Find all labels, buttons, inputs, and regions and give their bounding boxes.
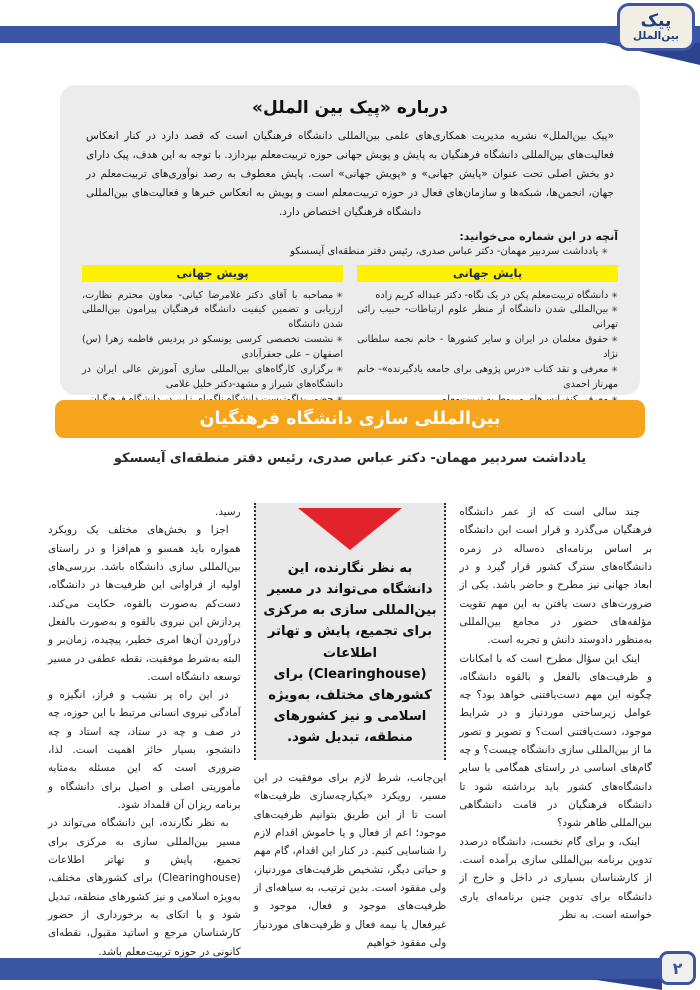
toc-item-text: حقوق معلمان در ایران و سایر کشورها - خانم نجمه سلطانی نژاد (357, 334, 618, 360)
paragraph: اجزا و بخش‌های مختلف یک رویکرد همواره باید همسو و هم‌افزا و در راستای بین‌المللی سازی دانشگاه باشد. بررسی‌های اولیه از فراوانی این ظرفیت‌ها در دانشگاه، دست‌کم به‌صورت بالقوه، حکایت می‌کند. پردازش این نیروی بالقوه و به‌صورت بالفعل درآوردن آن‌ها امری خطیر، پیچیده، زمان‌بر و البته به‌شرط موفقیت، نقطه عطفی در مسیر توسعه دانشگاه است. (47, 524, 241, 683)
toc-item-text: برگزاری کارگاه‌های بین‌المللی سازی آموزش عالی ایران در دانشگاه‌های شیراز و مشهد-دکتر خلیل غلامی (82, 363, 343, 390)
toc-item (357, 289, 618, 304)
toc-item-text: بین‌المللی شدن دانشگاه از منظر علوم ارتباطات- حبیب رائی تهرانی (357, 304, 618, 331)
section-header-pouyesh-jahani: پویش جهانی (82, 265, 343, 282)
asterisk-bullet-icon: ✳ (611, 335, 618, 345)
toc-columns (82, 265, 618, 408)
toc-item-text: دانشگاه تربیت‌معلم پکن در یک نگاه- دکتر عبداله کریم زاده (375, 289, 609, 301)
asterisk-bullet-icon: ✳ (336, 335, 343, 345)
toc-item (82, 289, 343, 334)
newsletter-logo (617, 3, 695, 51)
toc-column-payesh (357, 265, 618, 408)
logo-subtitle: بین‌الملل (633, 29, 679, 42)
pull-quote-text: به نظر نگارنده، این دانشگاه می‌تواند در مسیر بین‌المللی سازی به مرکزی برای تجمیع، پایش و تهاتر اطلاعات (Clearinghouse) برای کشورهای مختلف، به‌ویژه اسلامی و نیز کشورهای منطقه، تبدیل شود. (263, 561, 437, 745)
pull-quote-box (254, 503, 447, 760)
red-triangle-icon (298, 508, 402, 550)
toc-item (82, 333, 343, 363)
paragraph: اینک این سؤال مطرح است که با امکانات و ظرفیت‌های بالفعل و بالقوه دانشگاه، چگونه این مهم دست‌یافتنی خواهد بود؟ چه عوامل زیرساختی موردنیاز و در شرایط موجود، دست‌یافتنی است؟ و تصویر و تصور ما از بین‌المللی سازی دانشگاه چیست؟ و چه گام‌های اساسی در راستای همگامی با سایر دانشگاه‌های کشور باید برداشته شود تا دانشگاه فرهنگیان در قامت دانشگاهی بین‌المللی ظاهر شود؟ (459, 652, 652, 830)
article-byline: یادداشت سردبیر مهمان- دکتر عباس صدری، رئیس دفتر منطقه‌ای آیسسکو (113, 451, 587, 466)
asterisk-bullet-icon: ✳ (336, 290, 343, 300)
section-header-payesh-jahani: پایش جهانی (357, 265, 618, 282)
paragraph: رسید. (215, 506, 241, 518)
article-column-middle (254, 503, 447, 958)
toc-lead-item (82, 246, 618, 257)
article-title-banner (55, 400, 645, 438)
toc-item (357, 303, 618, 333)
footer-bar (0, 958, 664, 980)
asterisk-bullet-icon: ✳ (611, 305, 618, 315)
about-title: درباره «پیک بین الملل» (252, 98, 448, 118)
page-number-badge: ۲ (659, 951, 696, 985)
toc-lead-text: یادداشت سردبیر مهمان- دکتر عباس صدری، رئیس دفتر منطقه‌ای آیسسکو (290, 245, 599, 257)
about-intro-paragraph: «پیک بین‌الملل» نشریه مدیریت همکاری‌های علمی بین‌المللی دانشگاه فرهنگیان است که قصد دارد در کنار انعکاس فعالیت‌های بین‌المللی دانشگاه فرهنگیان به پایش و پویش جهانی حوزه تربیت‌معلم بپردازد. با توجه به این هدف، پیک دارای دو بخش اصلی تحت عنوان «پایش جهانی» و «پویش جهانی» است. پایش معطوف به رصد نوآوری‌های تربیت‌معلم در جهان، انجمن‌ها، شبکه‌ها و سازمان‌های فعال در حوزه تربیت‌معلم است و پویش به انعکاس خبرها و فعالیت‌های بین‌المللی دانشگاه فرهنگیان اختصاص دارد. (86, 130, 614, 219)
paragraph: این‌جانب، شرط لازم برای موفقیت در این مسیر، رویکرد «یکپارچه‌سازی ظرفیت‌ها» است تا از این طریق بتوانیم ظرفیت‌های موجود؛ اعم از فعال و یا خاموش اقدام لازم را شناسایی کنیم. در کنار این اقدام، گام مهم و حیاتی دیگر، تشخیص ظرفیت‌های موردنیاز، ولی مفقود است. بدین ترتیب، به سیاهه‌ای از ظرفیت‌های موجود و فعال، موجود و غیرفعال یا نیمه فعال و ظرفیت‌های موردنیاز ولی مفقود خواهیم (253, 772, 447, 949)
paragraph: در این راه پر نشیب و فراز، انگیزه و آمادگی نیروی انسانی مرتبط با این حوزه، چه در صف و چه در ستاد، چه استاد و چه دانشجو، بسیار حائز اهمیت است. لذا، ضروری است که این مسئله به‌مثابه مأموریتی اصلی و اصیل برای دانشگاه و برنامه ریزان آن قلمداد شود. (47, 689, 241, 811)
toc-column-pouyesh (82, 265, 343, 408)
article-title: بین‌المللی سازی دانشگاه فرهنگیان (199, 409, 501, 429)
paragraph: اینک، و برای گام نخست، دانشگاه درصدد تدوین برنامه بین‌المللی سازی برآمده است. از کارشناسان بسیاری در داخل و خارج از دانشگاه برای تدوین چنین برنامه‌ای یاری خواسته است. به نظر (459, 835, 652, 921)
asterisk-bullet-icon: ✳ (336, 364, 343, 374)
article-body (48, 503, 652, 958)
asterisk-bullet-icon: ✳ (611, 364, 618, 374)
toc-item-text: مصاحبه با آقای دکتر غلامرضا کیانی- معاون محترم نظارت، ارزیابی و تضمین کیفیت دانشگاه فرهنگیان پیرامون بین‌المللی شدن دانشگاه (82, 289, 343, 331)
toc-item-text: نشست تخصصی کرسی یونسکو در پردیس فاطمه زهرا (س) اصفهان – علی جعفرآبادی (82, 334, 343, 360)
toc-item (357, 363, 618, 393)
paragraph: به نظر نگارنده، این دانشگاه می‌تواند در مسیر بین‌المللی سازی به مرکزی برای تجمیع، پایش و تهاتر اطلاعات (Clearinghouse) برای کشورهای مختلف، به‌ویژه اسلامی و نیز کشورهای منطقه، تبدیل شود و با اتکای به برخورداری از حضور کارشناسان مرجع و اساتید مقبول، نقطه‌ای کانونی در حوزه تربیت‌معلم باشد. (47, 817, 241, 958)
footer-slant-triangle (590, 979, 662, 990)
article-column-left (48, 503, 241, 958)
toc-item (357, 333, 618, 363)
masthead-bar (0, 26, 700, 43)
contents-heading: آنچه در این شماره می‌خوانید: (459, 229, 618, 243)
about-box (60, 85, 640, 395)
toc-item-text: معرفی و نقد کتاب «درس پژوهی برای جامعه یادگیرنده»- خانم مهرناز احمدی (357, 363, 618, 390)
paragraph: چند سالی است که از عمر دانشگاه فرهنگیان می‌گذرد و قرار است این دانشگاه بر اساس برنامه‌ای ده‌ساله در زمره دانشگاه‌های سترگ کشور قرار گیرد و در ابعاد جهانی نیز مطرح و حاضر باشد. یکی از ضرورت‌های دست یافتن به این مهم تقویت مؤلفه‌های حضور در مجامع بین‌المللی به‌منظور دادوستد دانش و تجربه است. (459, 506, 652, 647)
article-column-right (459, 503, 652, 958)
asterisk-bullet-icon: ✳ (611, 290, 618, 300)
asterisk-bullet-icon: ✳ (601, 246, 608, 256)
toc-item (82, 363, 343, 393)
logo-title: پیک (640, 10, 672, 31)
